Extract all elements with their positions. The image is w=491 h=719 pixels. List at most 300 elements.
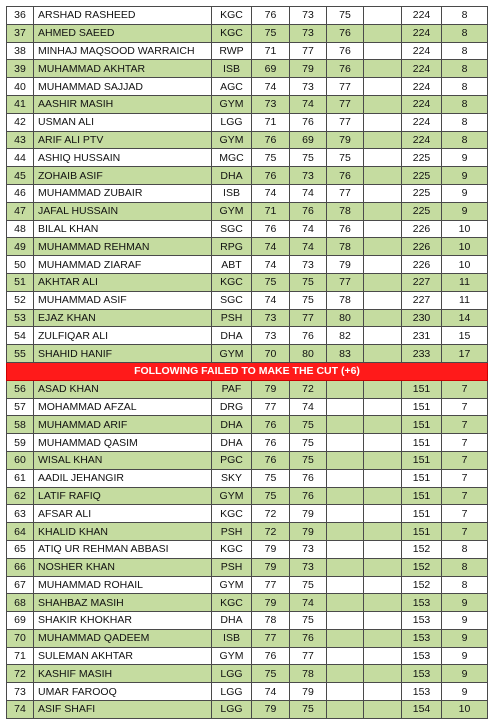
table-row [7,113,488,131]
round-1-score: 78 [252,612,290,630]
empty-cell [364,202,402,220]
player-name: MOHAMMAD AFZAL [34,398,212,416]
round-1-score: 75 [252,665,290,683]
player-name: MUHAMMAD AKHTAR [34,60,212,78]
round-3-score [327,487,364,505]
round-3-score: 76 [327,24,364,42]
player-number: 38 [7,42,34,60]
player-number: 56 [7,380,34,398]
club-code: GYM [212,576,252,594]
round-3-score: 78 [327,291,364,309]
round-1-score: 71 [252,113,290,131]
round-2-score: 74 [290,238,327,256]
club-code: GYM [212,647,252,665]
table-row [7,184,488,202]
round-3-score: 77 [327,78,364,96]
player-name: MUHAMMAD REHMAN [34,238,212,256]
empty-cell [364,505,402,523]
over-par: 8 [442,7,488,25]
round-1-score: 74 [252,184,290,202]
table-row [7,416,488,434]
over-par: 8 [442,60,488,78]
round-3-score [327,380,364,398]
player-number: 48 [7,220,34,238]
round-3-score [327,647,364,665]
table-row [7,398,488,416]
round-2-score: 77 [290,42,327,60]
empty-cell [364,42,402,60]
round-3-score [327,629,364,647]
player-number: 36 [7,7,34,25]
round-1-score: 76 [252,167,290,185]
player-name: SHAHBAZ MASIH [34,594,212,612]
player-number: 45 [7,167,34,185]
round-3-score [327,665,364,683]
club-code: KGC [212,505,252,523]
table-row [7,576,488,594]
total-score: 225 [402,202,442,220]
player-number: 74 [7,701,34,719]
player-number: 61 [7,469,34,487]
empty-cell [364,540,402,558]
player-name: JAFAL HUSSAIN [34,202,212,220]
player-name: BILAL KHAN [34,220,212,238]
round-1-score: 74 [252,78,290,96]
round-2-score: 75 [290,451,327,469]
round-1-score: 71 [252,202,290,220]
round-2-score: 76 [290,113,327,131]
table-row [7,380,488,398]
total-score: 151 [402,469,442,487]
player-name: MUHAMMAD QADEEM [34,629,212,647]
over-par: 8 [442,540,488,558]
over-par: 17 [442,345,488,363]
round-3-score [327,523,364,541]
empty-cell [364,256,402,274]
empty-cell [364,451,402,469]
player-name: KASHIF MASIH [34,665,212,683]
total-score: 153 [402,683,442,701]
empty-cell [364,184,402,202]
player-number: 40 [7,78,34,96]
total-score: 151 [402,451,442,469]
club-code: MGC [212,149,252,167]
round-2-score: 79 [290,523,327,541]
player-name: MUHAMMAD QASIM [34,434,212,452]
over-par: 10 [442,220,488,238]
player-number: 62 [7,487,34,505]
empty-cell [364,149,402,167]
round-3-score: 76 [327,167,364,185]
over-par: 9 [442,612,488,630]
club-code: GYM [212,487,252,505]
round-2-score: 76 [290,327,327,345]
round-3-score: 80 [327,309,364,327]
round-3-score: 77 [327,95,364,113]
over-par: 7 [442,523,488,541]
empty-cell [364,629,402,647]
player-number: 44 [7,149,34,167]
over-par: 10 [442,256,488,274]
empty-cell [364,665,402,683]
table-row [7,701,488,719]
missed-cut-rows [7,380,488,718]
over-par: 10 [442,238,488,256]
table-row [7,220,488,238]
club-code: GYM [212,202,252,220]
round-3-score: 75 [327,149,364,167]
player-number: 42 [7,113,34,131]
empty-cell [364,95,402,113]
club-code: SGC [212,220,252,238]
club-code: LGG [212,665,252,683]
round-1-score: 71 [252,42,290,60]
over-par: 8 [442,113,488,131]
over-par: 8 [442,558,488,576]
table-row [7,345,488,363]
total-score: 224 [402,42,442,60]
round-1-score: 76 [252,434,290,452]
table-row [7,327,488,345]
over-par: 9 [442,594,488,612]
over-par: 9 [442,167,488,185]
round-2-score: 78 [290,665,327,683]
total-score: 226 [402,238,442,256]
player-number: 37 [7,24,34,42]
player-number: 39 [7,60,34,78]
total-score: 224 [402,95,442,113]
player-name: NOSHER KHAN [34,558,212,576]
empty-cell [364,291,402,309]
total-score: 226 [402,256,442,274]
club-code: GYM [212,95,252,113]
round-1-score: 74 [252,683,290,701]
club-code: DHA [212,327,252,345]
empty-cell [364,416,402,434]
player-number: 51 [7,273,34,291]
player-number: 52 [7,291,34,309]
table-row [7,42,488,60]
round-1-score: 74 [252,291,290,309]
empty-cell [364,60,402,78]
round-2-score: 76 [290,469,327,487]
round-2-score: 73 [290,167,327,185]
player-name: USMAN ALI [34,113,212,131]
table-row [7,95,488,113]
player-number: 71 [7,647,34,665]
empty-cell [364,7,402,25]
round-1-score: 73 [252,309,290,327]
empty-cell [364,327,402,345]
player-number: 58 [7,416,34,434]
round-3-score: 82 [327,327,364,345]
club-code: KGC [212,273,252,291]
over-par: 9 [442,665,488,683]
round-1-score: 76 [252,7,290,25]
total-score: 153 [402,665,442,683]
over-par: 9 [442,149,488,167]
player-name: SHAHID HANIF [34,345,212,363]
round-1-score: 72 [252,523,290,541]
round-2-score: 77 [290,647,327,665]
over-par: 9 [442,184,488,202]
cut-line-banner-text: FOLLOWING FAILED TO MAKE THE CUT (+6) [7,362,488,380]
round-2-score: 74 [290,220,327,238]
made-cut-rows [7,7,488,363]
round-1-score: 74 [252,256,290,274]
round-1-score: 79 [252,540,290,558]
player-number: 68 [7,594,34,612]
club-code: SGC [212,291,252,309]
total-score: 152 [402,540,442,558]
club-code: PAF [212,380,252,398]
club-code: DRG [212,398,252,416]
round-2-score: 75 [290,434,327,452]
round-2-score: 74 [290,398,327,416]
club-code: DHA [212,167,252,185]
player-name: MUHAMMAD ARIF [34,416,212,434]
round-2-score: 73 [290,256,327,274]
club-code: DHA [212,612,252,630]
over-par: 9 [442,683,488,701]
round-1-score: 79 [252,380,290,398]
round-3-score: 76 [327,60,364,78]
player-name: MUHAMMAD ZIARAF [34,256,212,274]
round-1-score: 77 [252,576,290,594]
player-number: 53 [7,309,34,327]
round-2-score: 75 [290,416,327,434]
over-par: 7 [442,434,488,452]
over-par: 7 [442,469,488,487]
player-name: ARSHAD RASHEED [34,7,212,25]
table-row [7,273,488,291]
player-name: ATIQ UR REHMAN ABBASI [34,540,212,558]
club-code: PSH [212,309,252,327]
round-2-score: 76 [290,202,327,220]
club-code: PSH [212,523,252,541]
total-score: 152 [402,576,442,594]
empty-cell [364,576,402,594]
round-1-score: 77 [252,398,290,416]
player-name: ASIF SHAFI [34,701,212,719]
club-code: ISB [212,629,252,647]
total-score: 152 [402,558,442,576]
empty-cell [364,167,402,185]
round-2-score: 73 [290,540,327,558]
total-score: 225 [402,149,442,167]
player-name: MINHAJ MAQSOOD WARRAICH [34,42,212,60]
table-row [7,647,488,665]
round-3-score [327,540,364,558]
over-par: 8 [442,95,488,113]
club-code: LGG [212,113,252,131]
table-row [7,256,488,274]
round-3-score [327,469,364,487]
results-table [6,6,488,719]
total-score: 151 [402,416,442,434]
player-number: 69 [7,612,34,630]
round-3-score: 77 [327,113,364,131]
table-row [7,505,488,523]
table-row [7,202,488,220]
round-3-score [327,451,364,469]
over-par: 7 [442,398,488,416]
table-row [7,665,488,683]
over-par: 11 [442,291,488,309]
player-number: 63 [7,505,34,523]
over-par: 8 [442,24,488,42]
empty-cell [364,113,402,131]
player-name: ARIF ALI PTV [34,131,212,149]
player-name: ASAD KHAN [34,380,212,398]
player-number: 41 [7,95,34,113]
total-score: 151 [402,434,442,452]
cut-line-banner [7,362,488,380]
round-2-score: 73 [290,24,327,42]
total-score: 224 [402,24,442,42]
total-score: 151 [402,380,442,398]
table-row [7,683,488,701]
table-row [7,7,488,25]
empty-cell [364,487,402,505]
total-score: 225 [402,167,442,185]
empty-cell [364,683,402,701]
round-2-score: 75 [290,291,327,309]
round-2-score: 79 [290,505,327,523]
round-1-score: 79 [252,594,290,612]
round-1-score: 70 [252,345,290,363]
round-3-score: 76 [327,42,364,60]
player-name: AFSAR ALI [34,505,212,523]
round-3-score [327,594,364,612]
total-score: 227 [402,291,442,309]
player-number: 73 [7,683,34,701]
over-par: 8 [442,78,488,96]
player-name: MUHAMMAD ROHAIL [34,576,212,594]
player-number: 55 [7,345,34,363]
over-par: 14 [442,309,488,327]
club-code: RWP [212,42,252,60]
total-score: 151 [402,398,442,416]
player-name: MUHAMMAD SAJJAD [34,78,212,96]
club-code: ISB [212,184,252,202]
club-code: ABT [212,256,252,274]
table-row [7,78,488,96]
table-row [7,309,488,327]
total-score: 225 [402,184,442,202]
table-row [7,291,488,309]
empty-cell [364,469,402,487]
player-name: MUHAMMAD ZUBAIR [34,184,212,202]
round-1-score: 75 [252,273,290,291]
over-par: 9 [442,202,488,220]
round-2-score: 74 [290,184,327,202]
round-3-score: 79 [327,256,364,274]
table-row [7,131,488,149]
round-3-score [327,612,364,630]
over-par: 11 [442,273,488,291]
round-1-score: 75 [252,487,290,505]
over-par: 7 [442,451,488,469]
empty-cell [364,131,402,149]
round-2-score: 72 [290,380,327,398]
over-par: 7 [442,505,488,523]
leaderboard-sheet [6,6,487,719]
player-number: 47 [7,202,34,220]
over-par: 8 [442,576,488,594]
round-3-score [327,416,364,434]
player-name: ZULFIQAR ALI [34,327,212,345]
club-code: PSH [212,558,252,576]
empty-cell [364,24,402,42]
round-2-score: 74 [290,95,327,113]
round-2-score: 80 [290,345,327,363]
player-number: 66 [7,558,34,576]
round-1-score: 76 [252,647,290,665]
total-score: 224 [402,113,442,131]
player-name: SULEMAN AKHTAR [34,647,212,665]
round-2-score: 75 [290,612,327,630]
over-par: 8 [442,131,488,149]
over-par: 7 [442,416,488,434]
over-par: 7 [442,487,488,505]
round-2-score: 76 [290,487,327,505]
empty-cell [364,345,402,363]
total-score: 230 [402,309,442,327]
round-2-score: 79 [290,60,327,78]
player-name: MUHAMMAD ASIF [34,291,212,309]
club-code: KGC [212,7,252,25]
round-1-score: 69 [252,60,290,78]
empty-cell [364,398,402,416]
table-row [7,238,488,256]
empty-cell [364,558,402,576]
round-2-score: 75 [290,149,327,167]
empty-cell [364,594,402,612]
empty-cell [364,273,402,291]
table-row [7,540,488,558]
player-name: ZOHAIB ASIF [34,167,212,185]
round-2-score: 74 [290,594,327,612]
round-3-score [327,683,364,701]
empty-cell [364,238,402,256]
round-3-score [327,558,364,576]
player-name: AASHIR MASIH [34,95,212,113]
over-par: 7 [442,380,488,398]
table-row [7,558,488,576]
club-code: KGC [212,24,252,42]
table-row [7,60,488,78]
round-3-score: 83 [327,345,364,363]
player-name: UMAR FAROOQ [34,683,212,701]
round-1-score: 76 [252,131,290,149]
round-1-score: 76 [252,416,290,434]
total-score: 153 [402,629,442,647]
club-code: LGG [212,683,252,701]
club-code: KGC [212,594,252,612]
round-3-score: 79 [327,131,364,149]
round-3-score: 77 [327,273,364,291]
player-number: 70 [7,629,34,647]
table-row [7,451,488,469]
player-number: 59 [7,434,34,452]
empty-cell [364,701,402,719]
round-3-score: 78 [327,238,364,256]
total-score: 153 [402,594,442,612]
total-score: 154 [402,701,442,719]
player-number: 43 [7,131,34,149]
player-name: AKHTAR ALI [34,273,212,291]
